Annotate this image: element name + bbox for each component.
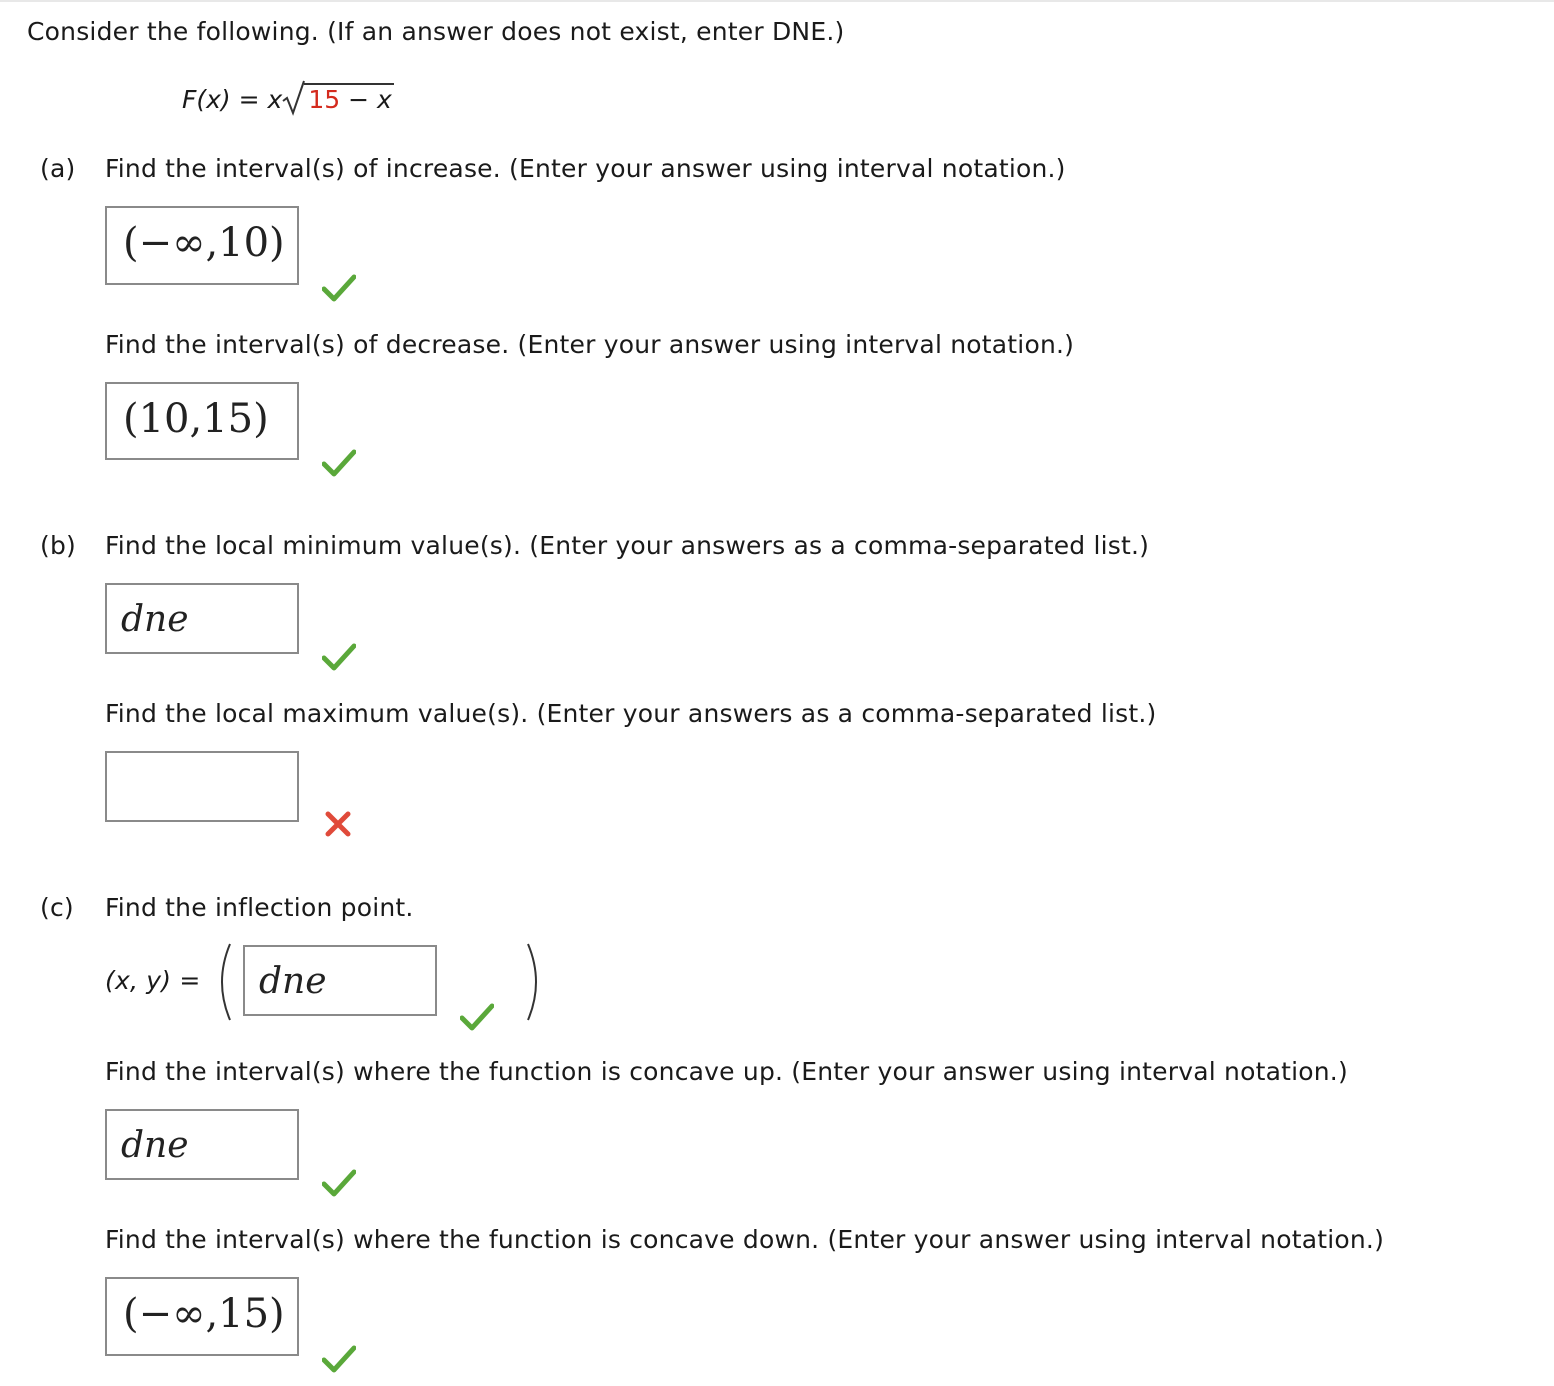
answer-local-max-input[interactable] xyxy=(105,751,299,822)
answer-local-min-value: dne xyxy=(121,599,189,640)
question-concave-down: Find the interval(s) where the function is concave down. (Enter your answer using interval notation.) xyxy=(105,1225,1385,1254)
answer-concave-up-input[interactable] xyxy=(105,1109,299,1180)
formula-x: x xyxy=(267,85,283,114)
top-divider xyxy=(0,0,1554,2)
question-increase: Find the interval(s) of increase. (Enter your answer using interval notation.) xyxy=(105,154,1066,183)
sqrt-sign-icon xyxy=(282,77,306,117)
check-icon xyxy=(460,1003,494,1031)
check-icon xyxy=(322,643,356,671)
sqrt-radical xyxy=(282,83,393,115)
radicand-number: 15 xyxy=(308,85,341,114)
answer-decrease-value: (10,15) xyxy=(123,396,269,442)
formula-lhs: F(x) xyxy=(182,85,231,114)
part-b-label: (b) xyxy=(40,531,76,560)
radicand xyxy=(304,83,393,115)
answer-decrease-input[interactable] xyxy=(105,382,299,460)
xy-label: (x, y) = xyxy=(105,966,201,995)
answer-inflection-input[interactable] xyxy=(243,945,437,1016)
left-paren-icon xyxy=(212,942,236,1022)
check-icon xyxy=(322,449,356,477)
right-paren-icon xyxy=(522,942,546,1022)
function-formula xyxy=(182,83,394,115)
formula-eq: = xyxy=(238,85,260,114)
radicand-rest: − x xyxy=(340,85,392,114)
answer-increase-input[interactable] xyxy=(105,206,299,285)
answer-concave-down-input[interactable] xyxy=(105,1277,299,1356)
answer-inflection-value: dne xyxy=(259,961,327,1002)
answer-increase-value: (−∞,10) xyxy=(123,220,285,266)
question-inflection: Find the inflection point. xyxy=(105,893,414,922)
part-a-label: (a) xyxy=(40,154,76,183)
part-c-label: (c) xyxy=(40,893,74,922)
answer-local-min-input[interactable] xyxy=(105,583,299,654)
question-local-min: Find the local minimum value(s). (Enter your answers as a comma-separated list.) xyxy=(105,531,1150,560)
question-concave-up: Find the interval(s) where the function is concave up. (Enter your answer using interval notation.) xyxy=(105,1057,1348,1086)
answer-concave-up-value: dne xyxy=(121,1125,189,1166)
question-decrease: Find the interval(s) of decrease. (Enter your answer using interval notation.) xyxy=(105,330,1075,359)
answer-concave-down-value: (−∞,15) xyxy=(123,1291,285,1337)
check-icon xyxy=(322,1169,356,1197)
check-icon xyxy=(322,274,356,302)
cross-icon xyxy=(324,810,352,838)
check-icon xyxy=(322,1345,356,1373)
instruction-text: Consider the following. (If an answer does not exist, enter DNE.) xyxy=(27,17,845,46)
question-local-max: Find the local maximum value(s). (Enter your answers as a comma-separated list.) xyxy=(105,699,1157,728)
